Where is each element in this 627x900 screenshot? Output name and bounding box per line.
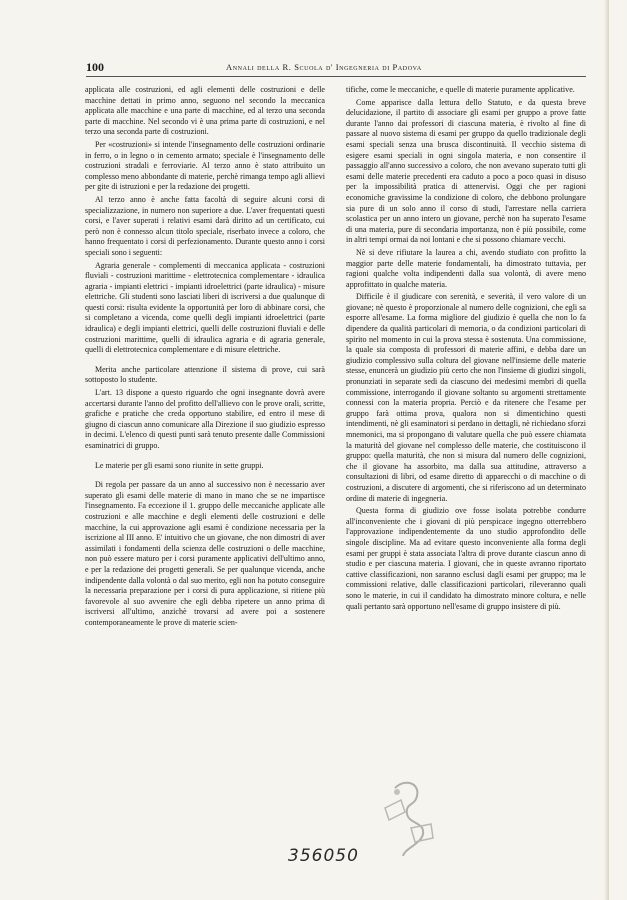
- paragraph: Difficile è il giudicare con serenità, e severità, il vero valore di un giovane; nè questo è proporzionale al numero delle cognizioni, che egli sa esporre all'esame. La forma migliore del giudizio è quella che non lo fa dipendere da qualità particolari di memoria, o da condizioni particolari di spirito nel momento in cui la prova stessa è sostenuta. Una commissione, la quale sia composta di professori di materie affini, e debba dare un giudizio complessivo sulla coltura del giovane nell'insieme delle materie stesse, enuncerà un giudizio più certo che non l'insieme di giudizi singoli, pronunziati in separate sedi da ciascuno dei medesimi membri di quella commissione, interrogando il giovane soltanto su argomenti strettamente connessi con la materia propria. Perciò e da ritenere che l'esame per gruppo farà ottima prova, qualora non si dimentichino questi intendimenti, nè gli esaminatori si perdano in dettagli, nè richiedano sforzi mnemonici, ma si propongano di valutare quella che può essere chiamata la maturità del giovane nel complesso delle materie, che costituiscono il gruppo: quella maturità, che non si misura dal numero delle cognizioni, che il giovane ha assorbito, ma dalla sua attitudine, attraverso a consultazioni di libri, od esame diretto di apparecchi o di macchine o di costruzioni, a discutere di argomenti, che si riferiscono ad un determinato ordine di materie di ingegneria.: [346, 292, 586, 503]
- paragraph: Come apparisce dalla lettura dello Statuto, e da questa breve delucidazione, il partito di associare gli esami per gruppo a prove fatte durante l'anno dai professori di ciascuna materia, è rivolto al fine di passare al nuovo sistema di esami per gruppo da quello tradizionale degli esami speciali senza una brusca discontinuità. Il vecchio sistema di esigere esami speciali in ogni singola materia, e non consentire il passaggio all'anno successivo a coloro, che non avevano superato tutti gli esami delle materie precedenti era caduto a poco a poco quasi in disuso per la impossibilità pratica di attenervisi. Oggi che per ragioni economiche gravissime la condizione di coloro, che debbono prolungare sia pure di un solo anno il corso di studi, l'arrestare nella carriera scolastica per un anno intero un giovane, perchè non ha superato l'esame di una materia, pure di secondaria importanza, non è più possibile, come in altri tempi ormai da noi lontani e che si possono chiamare vecchi.: [346, 97, 586, 245]
- handwritten-inventory-number: 356050: [288, 846, 359, 866]
- paragraph: Agraria generale - complementi di meccanica applicata - costruzioni fluviali - costruzioni marittime - elettrotecnica complementare - idraulica agraria - impianti elettrici - impianti idroelettrici (parte idraulica) - misure elettriche. Gli studenti sono lasciati liberi di iscriversi a due qualunque di questi corsi: risulta evidente la opportunità per loro di abbinare corsi, che si completano a vicenda, come quelli degli impianti idroelettrici (parte idraulica) e degli impianti elettrici, quelli delle costruzioni fluviali e delle costruzioni marittime, quelli di idraulica agraria e di agraria generale, quelli di elettrotecnica complementare e di misure elettriche.: [85, 260, 325, 355]
- paragraph: Al terzo anno è anche fatta facoltà di seguire alcuni corsi di specializzazione, in numero non superiore a due. L'aver frequentati questi corsi, e l'aver superati i relativi esami darà diritto ad un certificato, cui però non è connesso alcun titolo speciale, riserbato invece a coloro, che hanno frequentato i corsi di perfezionamento. Durante questo anno i corsi speciali sono i seguenti:: [85, 194, 325, 257]
- running-head: Annali della R. Scuola d' Ingegneria di Padova: [226, 62, 422, 72]
- paragraph: Merita anche particolare attenzione il sistema di prove, cui sarà sottoposto lo studente.: [85, 364, 325, 385]
- paragraph: Questa forma di giudizio ove fosse isolata potrebbe condurre all'inconveniente che i giovani di più perspicace ingegno otterrebbero l'approvazione indipendentemente da uno studio approfondito delle singole discipline. Ma ad evitare questo inconveniente alla forma degli esami per gruppi è stata associata l'altra di prove durante ciascun anno di studio e per ciascuna materia. I giovani, che in queste avranno riportato cattive classificazioni, non saranno esclusi dagli esami per gruppo; ma le commissioni relative, dalle classificazioni particolari, rileveranno quali sono le materie, in cui il candidato ha dimostrato minore coltura, e nelle quali pertanto sarà opportuno nell'esame di gruppo insistere di più.: [346, 506, 586, 611]
- paragraph: applicata alle costruzioni, ed agli elementi delle costruzioni e delle macchine dettati in primo anno, seguono nel secondo la meccanica applicata alle macchine e una parte di macchine, ed al terzo una seconda parte di macchine. Nel secondo vi è una prima parte di costruzioni, e nel terzo una seconda parte di costruzioni.: [85, 85, 325, 137]
- paragraph: L'art. 13 dispone a questo riguardo che ogni insegnante dovrà avere accertarsi durante l'anno del profitto dell'allievo con le prove orali, scritte, grafiche e pratiche che creda opportuno stabilire, ed entro il mese di giugno di ciascun anno comunicare alla Direzione il suo giudizio espresso in decimi. L'elenco di questi punti sarà tenuto presente dalle Commissioni esaminatrici di gruppo.: [85, 388, 325, 450]
- paragraph: Di regola per passare da un anno al successivo non è necessario aver superato gli esami delle materie di mano in mano che se ne impartisce l'insegnamento. Fa eccezione il 1. gruppo delle meccaniche applicate alle costruzioni e alle macchine e degli elementi delle costruzioni e delle macchine, la cui approvazione agli esami è condizione necessaria per la iscrizione al III anno. E' intuitivo che un giovane, che non dimostri di aver assimilati i fondamenti della scienza delle costruzioni o delle macchine, non può essere maturo per i corsi puramente applicativi dell'ultimo anno, e per la redazione dei progetti generali. Se per qualunque vicenda, anche indipendente dalla volontà o dal suo merito, egli non ha potuto conseguire la necessaria preparazione per i corsi di pura applicazione, si ritiene più favorevole al suo avvenire che egli debba ripetere un anno prima di iscriversi all'ultimo, anzichè trovarsi ad avere poi a sostenere contemporaneamente le prove di materie scien-: [85, 480, 325, 627]
- page-number: 100: [86, 60, 104, 74]
- paragraph: Le materie per gli esami sono riunite in sette gruppi.: [95, 460, 264, 470]
- left-column: [85, 85, 325, 631]
- right-column: [346, 85, 586, 614]
- page-edge-shadow: [604, 0, 609, 900]
- library-stamp-icon: [375, 778, 445, 858]
- paragraph: tifiche, come le meccaniche, e quelle di materie puramente applicative.: [346, 85, 575, 94]
- paragraph: Nè si deve rifiutare la laurea a chi, avendo studiato con profitto la maggior parte delle materie fondamentali, ha dimostrato tuttavia, per ragioni qualche volta indipendenti dalla sua volontà, di avere meno approfittato in qualche materia.: [346, 247, 586, 289]
- paragraph: Per «costruzioni» si intende l'insegnamento delle costruzioni ordinarie in ferro, o in legno o in cemento armato; speciale è l'insegnamento delle costruzioni stradali e ferroviarie. Al terzo anno è stato attribuito un complesso meno abbondante di materie, perchè rimanga tempo agli allievi per gite di istruzioni e per la redazione dei progetti.: [85, 139, 325, 192]
- page-header: [86, 60, 586, 77]
